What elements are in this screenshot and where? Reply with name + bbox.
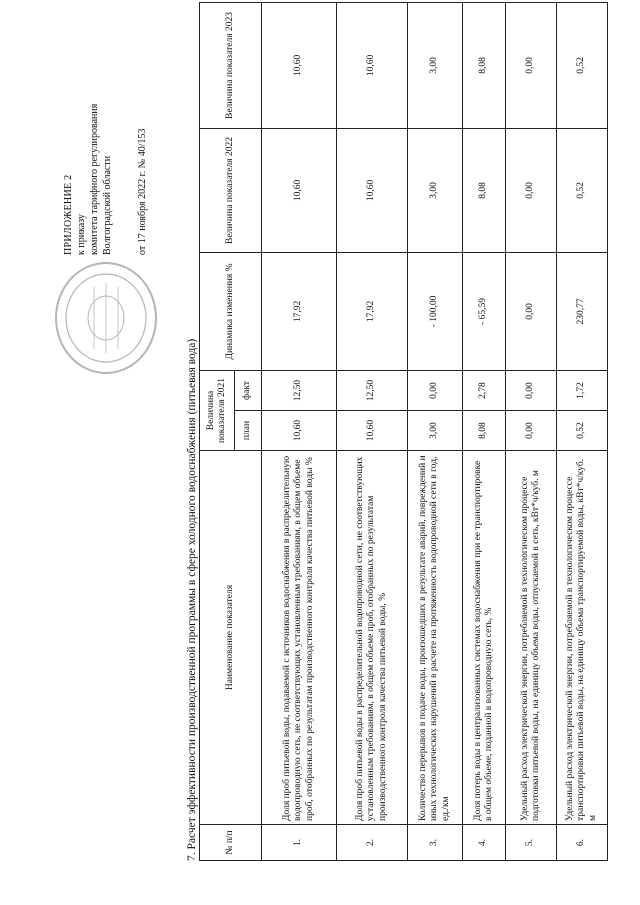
row-fact: 0,00 <box>506 370 557 410</box>
header-plan: план <box>235 411 262 451</box>
row-fact: 12,50 <box>262 370 337 410</box>
row-fact: 0,00 <box>408 370 463 410</box>
row-dynamics: - 100,00 <box>408 252 463 370</box>
row-fact: 2,78 <box>463 370 506 410</box>
row-name: Удельный расход электрической энергии, потребляемой в технологическом процессе транспортировки питьевой воды, на единицу объема транспортируемой воды, кВт*ч/куб. м <box>557 451 608 825</box>
row-2023: 10,60 <box>337 2 408 128</box>
row-num: 2. <box>337 825 408 861</box>
row-name: Удельный расход электрической энергии, потребляемой в технологическом процессе подготовки питьевой воды, на единицу объема воды, отпускаемой в сеть, кВт*ч/куб. м <box>506 451 557 825</box>
row-2022: 10,60 <box>337 128 408 252</box>
header-dynamics: Динамика изменения % <box>200 252 262 370</box>
row-name: Количество перерывов в подаче воды, произошедших в результате аварий, повреждений и иных технологических нарушений в расчете на протяженность водопроводной сети в год, ед./км <box>408 451 463 825</box>
row-plan: 10,60 <box>337 411 408 451</box>
table-row <box>337 2 408 860</box>
table-body <box>262 2 608 860</box>
row-plan: 0,52 <box>557 411 608 451</box>
row-name: Доля проб питьевой воды в распределительной водопроводной сети, не соответствующих установленным требованиям, в общем объеме проб, отобранных по результатам производственного контроля качества питьевой воды, % <box>337 451 408 825</box>
row-plan: 8,08 <box>463 411 506 451</box>
table-row <box>463 2 506 860</box>
row-2022: 0,00 <box>506 128 557 252</box>
row-2023: 8,08 <box>463 2 506 128</box>
row-dynamics: 17,92 <box>337 252 408 370</box>
table-row <box>262 2 337 860</box>
header-name: Наименование показателя <box>200 451 262 825</box>
row-2023: 3,00 <box>408 2 463 128</box>
row-plan: 10,60 <box>262 411 337 451</box>
row-dynamics: 17,92 <box>262 252 337 370</box>
header-2022: Величина показателя 2022 <box>200 128 262 252</box>
row-fact: 1,72 <box>557 370 608 410</box>
header-2023: Величина показателя 2023 <box>200 2 262 128</box>
table-row <box>557 2 608 860</box>
appendix-header <box>62 15 149 295</box>
appendix-title: ПРИЛОЖЕНИЕ 2 <box>63 174 74 255</box>
appendix-line-1: к приказу <box>76 214 87 255</box>
appendix-line-2: комитета тарифного регулирования <box>89 103 100 255</box>
row-name: Доля проб питьевой воды, подаваемой с источников водоснабжения в распределительную водопроводную сеть, не соответствующих установленным требованиям, в общем объеме проб, отобранных по результатам производственного контроля качества питьевой воды % <box>262 451 337 825</box>
row-2022: 0,52 <box>557 128 608 252</box>
row-2023: 10,60 <box>262 2 337 128</box>
row-num: 4. <box>463 825 506 861</box>
header-num: № п/п <box>200 825 262 861</box>
row-2022: 3,00 <box>408 128 463 252</box>
row-dynamics: 0,00 <box>506 252 557 370</box>
row-name: Доля потерь воды в централизованных системах водоснабжения при ее транспортировке в общем объеме, поданной в водопроводную сеть, % <box>463 451 506 825</box>
row-plan: 0,00 <box>506 411 557 451</box>
table-row <box>506 2 557 860</box>
row-num: 6. <box>557 825 608 861</box>
header-fact: факт <box>235 370 262 410</box>
header-2021: Величина показателя 2021 <box>200 370 235 450</box>
row-num: 1. <box>262 825 337 861</box>
row-2022: 10,60 <box>262 128 337 252</box>
row-plan: 3,00 <box>408 411 463 451</box>
row-2023: 0,52 <box>557 2 608 128</box>
row-num: 5. <box>506 825 557 861</box>
row-2023: 0,00 <box>506 2 557 128</box>
row-2022: 8,08 <box>463 128 506 252</box>
table-header-row <box>200 2 235 860</box>
row-fact: 12,50 <box>337 370 408 410</box>
section-title: 7. Расчет эффективности производственной программы в сфере холодного водоснабжения (питьевая вода) <box>186 338 198 861</box>
efficiency-table <box>199 2 608 861</box>
row-num: 3. <box>408 825 463 861</box>
decree-date: от 17 ноября 2022 г. № 40/153 <box>137 128 148 255</box>
row-dynamics: - 65,59 <box>463 252 506 370</box>
appendix-line-3: Волгоградской области <box>102 155 113 255</box>
table-row <box>408 2 463 860</box>
row-dynamics: 230,77 <box>557 252 608 370</box>
